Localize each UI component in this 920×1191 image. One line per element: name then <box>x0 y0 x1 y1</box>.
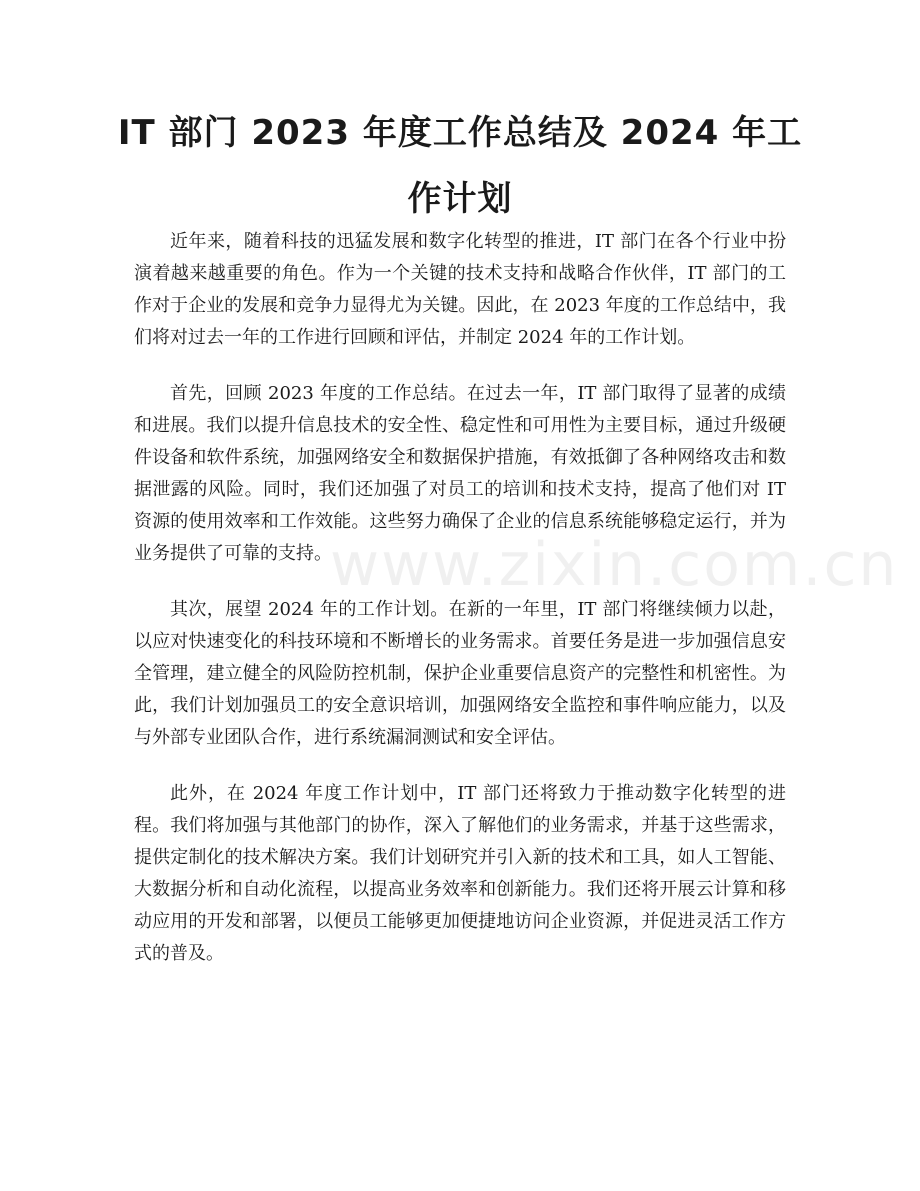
paragraph-digital-transformation: 此外，在 2024 年度工作计划中，IT 部门还将致力于推动数字化转型的进程。我们将加强与其他部门的协作，深入了解他们的业务需求，并基于这些需求，提供定制化的技术解决方案。我们计划研究并引入新的技术和工具，如人工智能、大数据分析和自动化流程，以提高业务效率和创新能力。我们还将开展云计算和移动应用的开发和部署，以便员工能够更加便捷地访问企业资源，并促进灵活工作方式的普及。 <box>134 783 786 964</box>
paragraph-2023-review: 首先，回顾 2023 年度的工作总结。在过去一年，IT 部门取得了显著的成绩和进展。我们以提升信息技术的安全性、稳定性和可用性为主要目标，通过升级硬件设备和软件系统，加强网络安全和数据保护措施，有效抵御了各种网络攻击和数据泄露的风险。同时，我们还加强了对员工的培训和技术支持，提高了他们对 IT 资源的使用效率和工作效能。这些努力确保了企业的信息系统能够稳定运行，并为业务提供了可靠的支持。 <box>134 383 786 564</box>
paragraph-intro: 近年来，随着科技的迅猛发展和数字化转型的推进，IT 部门在各个行业中扮演着越来越重要的角色。作为一个关键的技术支持和战略合作伙伴，IT 部门的工作对于企业的发展和竞争力显得尤为关键。因此，在 2023 年度的工作总结中，我们将对过去一年的工作进行回顾和评估，并制定 2024 年的工作计划。 <box>134 231 786 348</box>
document-title: IT 部门 2023 年度工作总结及 2024 年工作计划 <box>117 113 803 219</box>
document-body <box>134 226 786 994</box>
watermark: www.zixin.com.cn <box>330 530 899 600</box>
paragraph-2024-plan: 其次，展望 2024 年的工作计划。在新的一年里，IT 部门将继续倾力以赴，以应对快速变化的科技环境和不断增长的业务需求。首要任务是进一步加强信息安全管理，建立健全的风险防控机制，保护企业重要信息资产的完整性和机密性。为此，我们计划加强员工的安全意识培训，加强网络安全监控和事件响应能力，以及与外部专业团队合作，进行系统漏洞测试和安全评估。 <box>134 599 786 748</box>
